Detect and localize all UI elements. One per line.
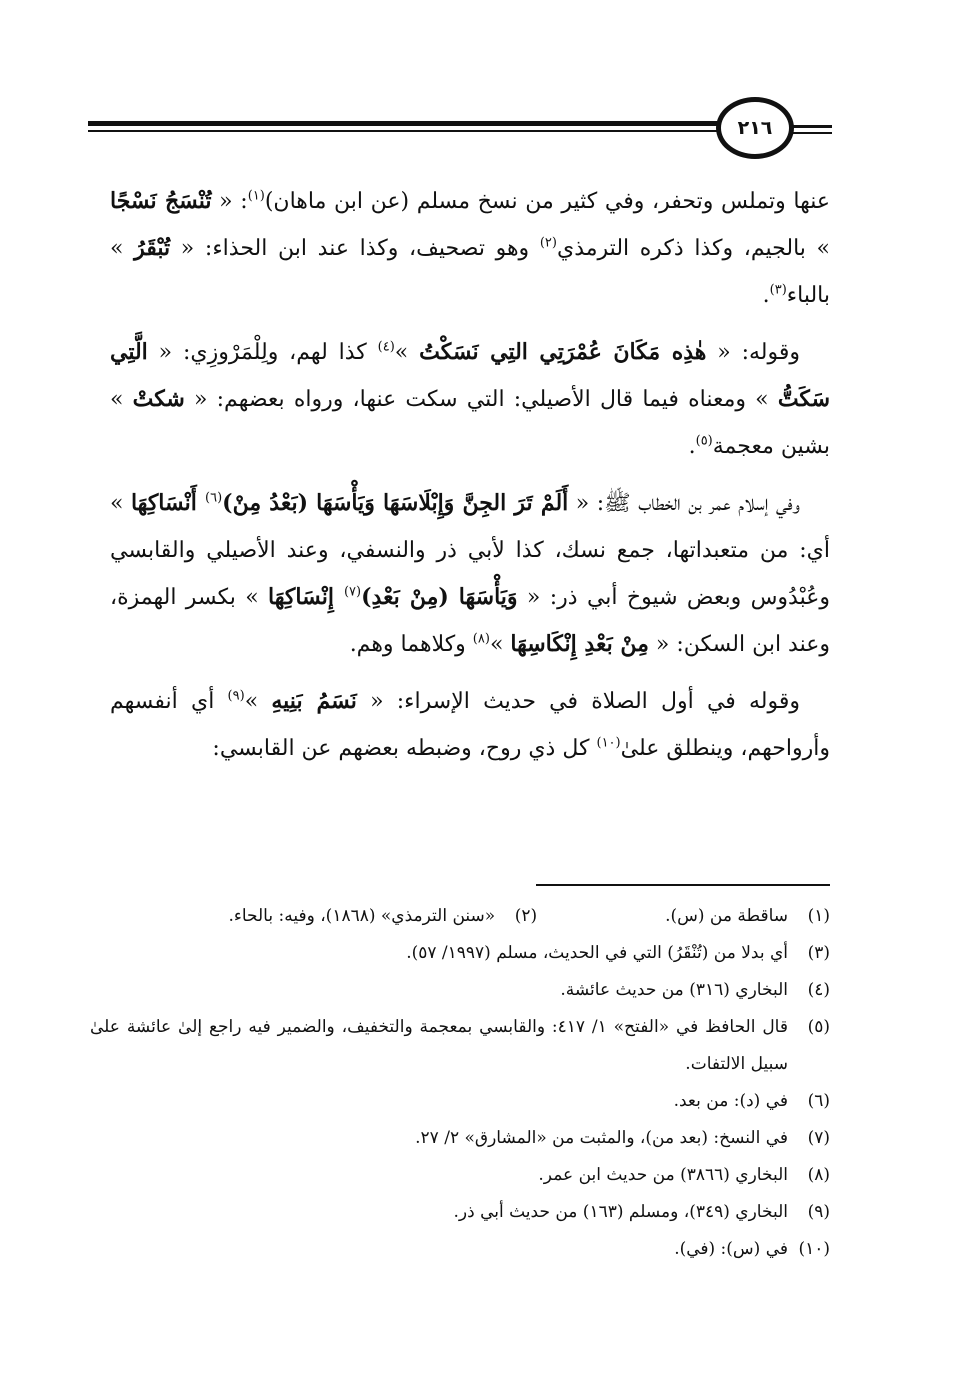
text-run: كذا لهم، ولِلْمَرْوزِي: « [147,340,378,365]
hadith-quote: وَيَأْسَهَا (مِنْ بَعْدِ) [361,584,518,610]
footnote-number: (٦) [807,1091,830,1111]
footnote-text: في النسخ: (بعد من)، والمثبت من «المشارق» ٢/ ٢٧. [415,1128,788,1148]
text-run: » [244,689,272,714]
footnote-ref: (٣) [769,282,787,298]
footnote-number: (٩) [807,1202,830,1222]
text-run: وهو تصحيف، وكذا عند ابن الحذاء: « [170,236,540,261]
footnote-ref: (٥) [695,433,713,449]
footnote-ref: (١٠) [596,735,621,751]
text-run: أي أنفسهم وأرواحهم، وينطلق علىٰ [110,689,830,761]
footnote-6 [90,1083,830,1120]
text-run: » [394,340,420,365]
hadith-quote: أَلَمْ تَرَ الجِنَّ وَإِبْلَاسَهَا وَيَأْسَهَا (بَعْدُ مِنْ) [222,490,569,516]
footnote-ref: (٩) [227,688,245,704]
footnote-text: أي بدلا من (تُنْقَرُ) التي في الحديث، مسلم (١٩٩٧/ ٥٧). [406,943,788,963]
footnote-text: قال الحافظ في «الفتح» ١/ ٤١٧: والقابسي بمعجمة والتخفيف، والضمير فيه راجع إلىٰ عائشة علىٰ سبيل الالتفات. [90,1017,788,1074]
text-run: عنها وتملس وتحفر، وفي كثير من نسخ مسلم (عن ابن ماهان) [264,189,831,214]
footnote-text: ساقطة من (س). [665,906,788,926]
footnote-separator [536,884,830,886]
footnote-ref: (٧) [343,584,362,600]
text-run: : « [211,189,248,214]
text-run: . [762,283,770,308]
footnote-ref: (١) [247,188,265,204]
text-run: » أي: من متعبداتها، جمع نسك، كذا لأبي ذر والنسفي، وعند الأصيلي والقابسي وعُبْدُوس وبعض شيوخ أبي ذر: « [110,491,830,610]
text-run: » بالباء [110,236,830,308]
hadith-quote: إِنْسَاكِهَا [268,584,344,610]
footnote-ref: (٤) [377,339,395,355]
hadith-quote: شكتْ [132,386,185,412]
footnote-number: (٢) [514,906,538,926]
footnote-text: البخاري (٣١٦) من حديث عائشة. [560,980,788,1000]
footnote-4 [90,972,830,1009]
footnote-number: (٣) [807,943,830,963]
footnote-ref: (٦) [205,490,223,506]
footnotes [90,898,830,1268]
hadith-quote: نَسَمُ بَنِيهِ [271,688,357,714]
footnote-number: (٨) [807,1165,830,1185]
text-run: » بشين معجمة [110,387,830,459]
text-run: » ومعناه فيما قال الأصيلي: التي سكت عنها، ورواه بعضهم: « [184,387,778,412]
text-run: » بكسر الهمزة، وعند ابن السكن: « [110,585,830,657]
hadith-quote: تُبْقَرُ [134,235,171,261]
footnote-text: البخاري (٣٤٩)، ومسلم (١٦٣) من حديث أبي ذر. [453,1202,788,1222]
footnote-ref: (٢) [539,235,557,251]
footnote-5 [90,1009,830,1083]
footnote-row [90,898,830,935]
hadith-quote: أَنْسَاكِهَا [130,490,206,516]
footnote-text: البخاري (٣٨٦٦) من حديث ابن عمر. [538,1165,788,1185]
footnote-number: (٧) [807,1128,830,1148]
header-rule-right [788,125,832,128]
paragraph-1 [110,178,830,319]
footnote-text: في (س): (في). [674,1239,788,1259]
footnote-number: (٤) [807,980,830,1000]
footnote-10 [90,1231,830,1268]
footnote-2 [90,898,537,935]
hadith-quote: الَّتِي سَكَتُّ [110,339,830,412]
header-rule [88,121,718,126]
footnote-1 [537,898,830,935]
paragraph-4 [110,678,830,772]
main-text [110,178,830,782]
hadith-quote: مِنْ بَعْدِ إِنْكَاسِهَا [510,631,649,657]
header-rule-right-thin [788,132,832,134]
hadith-quote: هٰذِه مَكَانَ عُمْرَتِي التِي نَسَكْتُ [419,339,707,365]
text-run: وكلاهما وهم. [349,632,473,657]
footnote-3 [90,935,830,972]
footnote-8 [90,1157,830,1194]
footnote-text: «سنن الترمذي» (١٨٦٨)، وفيه: بالحاء. [228,906,496,926]
text-run: وفي إسلام عمر بن الخطاب ﷺ: « [568,491,801,516]
footnote-number: (١) [807,906,830,926]
footnote-ref: (٨) [472,631,490,647]
footnote-number: (٥) [807,1017,830,1037]
text-run: » بالجيم، وكذا ذكره الترمذي [556,236,831,261]
footnote-text: في (د): من بعد. [673,1091,788,1111]
text-run: » [489,632,511,657]
page-number-badge [716,97,794,159]
text-run: . [688,434,696,459]
footnote-9 [90,1194,830,1231]
footnote-7 [90,1120,830,1157]
text-run: كل ذي روح، وضبطه بعضهم عن القابسي: [212,736,597,761]
page-number: ٢١٦ [737,117,773,139]
paragraph-2 [110,329,830,470]
header-rule-thin [88,130,718,132]
paragraph-3 [110,480,830,668]
text-run: وقوله: « [706,340,801,365]
footnote-number: (١٠) [798,1239,830,1259]
hadith-quote: تُنْسَجُ نَسْجًا [110,188,212,214]
text-run: وقوله في أول الصلاة في حديث الإسراء: « [356,689,801,714]
